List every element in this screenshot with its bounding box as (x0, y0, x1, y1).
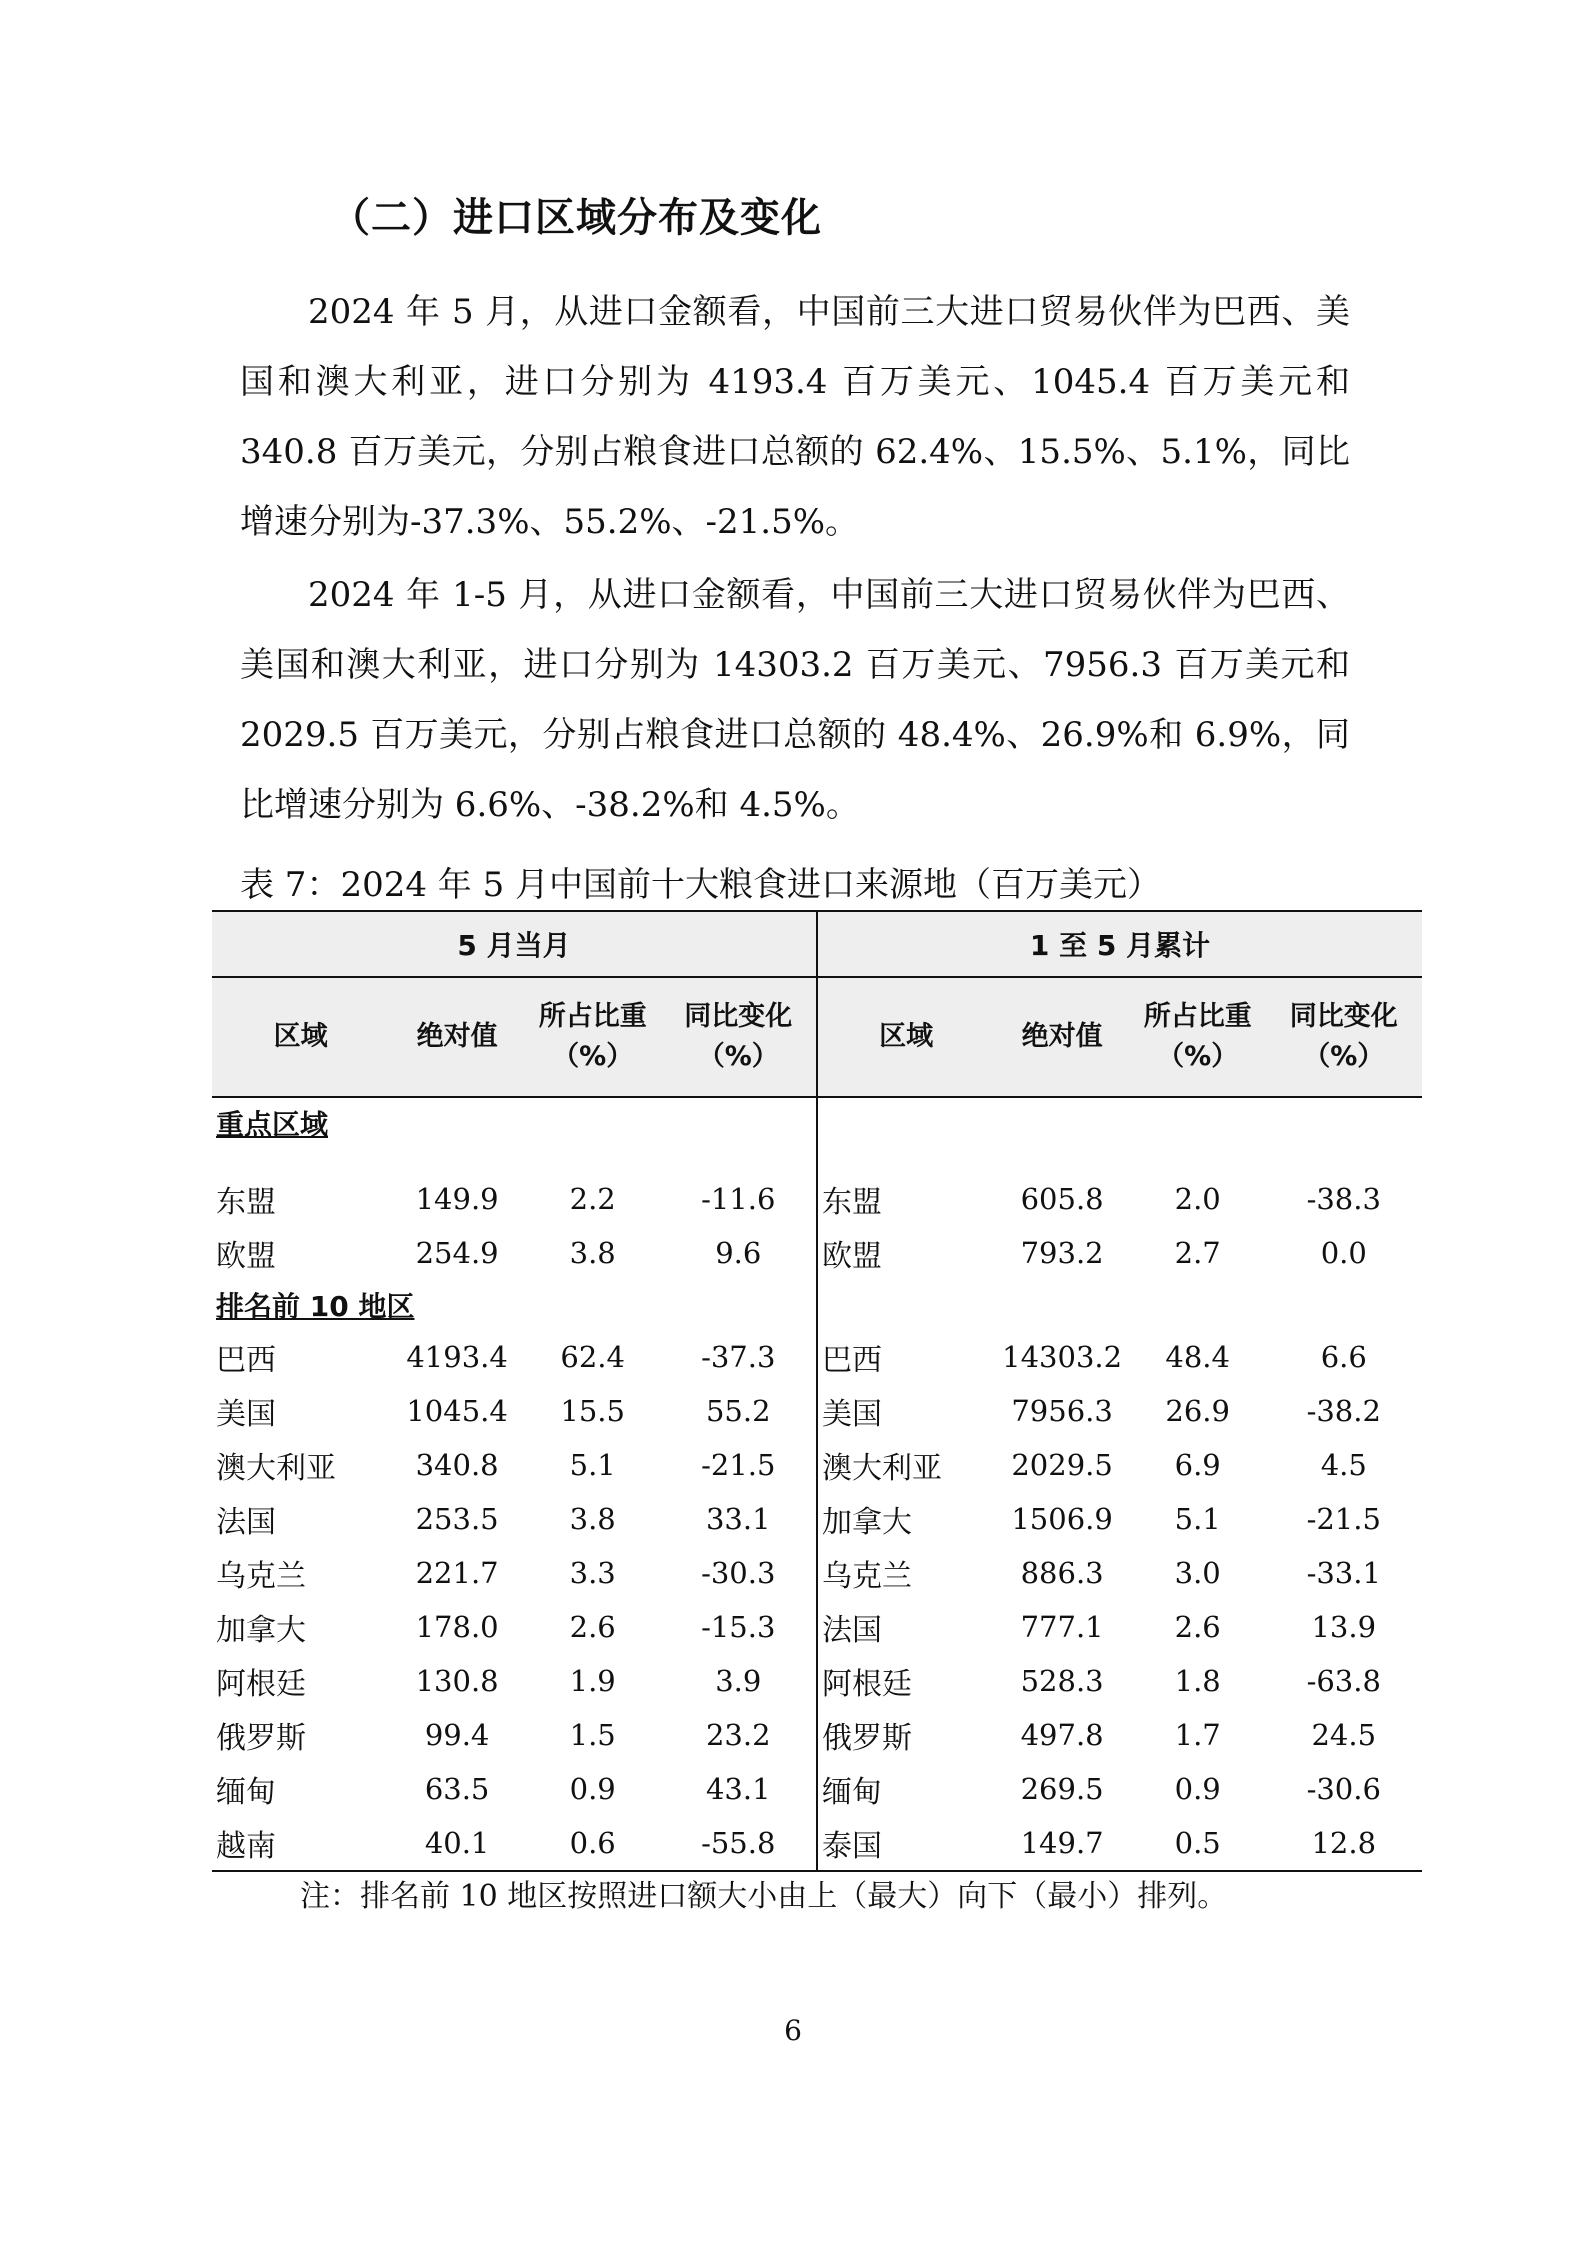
cell-region-cumulative: 加拿大 (822, 1505, 912, 1540)
cell-yoy-cumulative: 0.0 (1320, 1236, 1367, 1270)
cell-share-cumulative: 6.9 (1174, 1448, 1221, 1482)
col-header-yoy-l2: （%） (697, 1041, 779, 1072)
import-sources-table (212, 910, 1422, 1872)
cell-absolute-cumulative: 528.3 (1020, 1664, 1104, 1698)
table-note: 注：排名前 10 地区按照进口额大小由上（最大）向下（最小）排列。 (300, 1879, 1228, 1914)
cell-share-monthly: 3.3 (569, 1556, 616, 1590)
table-caption: 表 7：2024 年 5 月中国前十大粮食进口来源地（百万美元） (240, 865, 1162, 905)
cell-yoy-monthly: 9.6 (661, 1226, 818, 1280)
col-header-yoy-cum (1266, 977, 1423, 1097)
col-header-share-l2: （%） (552, 1041, 634, 1072)
group-header-cumulative: 1 至 5 月累计 (817, 911, 1422, 977)
cell-yoy-cumulative: -38.3 (1306, 1182, 1381, 1216)
section-label-top10: 排名前 10 地区 (212, 1280, 817, 1330)
cell-share-monthly: 62.4 (560, 1340, 625, 1374)
cell-share-monthly: 2.6 (569, 1610, 616, 1644)
col-header-region-cum: 区域 (817, 977, 994, 1097)
cell-share-cumulative: 1.7 (1174, 1718, 1221, 1752)
cell-yoy-cumulative: 13.9 (1311, 1610, 1377, 1644)
cell-region-monthly: 澳大利亚 (216, 1451, 336, 1486)
col-header-share (525, 977, 661, 1097)
cell-share-monthly: 0.9 (569, 1772, 616, 1806)
cell-share-monthly: 3.8 (569, 1502, 616, 1536)
section-heading: （二）进口区域分布及变化 (330, 195, 822, 241)
table-row (212, 1492, 1422, 1546)
cell-region-monthly: 欧盟 (216, 1239, 276, 1274)
col-header-absolute-cum: 绝对值 (994, 977, 1130, 1097)
paragraph-monthly (240, 277, 1350, 557)
cell-share-cumulative: 2.0 (1174, 1182, 1221, 1216)
cell-region-cumulative: 泰国 (817, 1816, 994, 1871)
cell-share-cumulative: 1.8 (1174, 1664, 1221, 1698)
cell-region-cumulative: 俄罗斯 (822, 1721, 912, 1756)
section-row-key (212, 1097, 1422, 1148)
section-row-top10 (212, 1280, 1422, 1330)
table-row (212, 1384, 1422, 1438)
cell-share-cumulative: 2.6 (1174, 1610, 1221, 1644)
cell-region-monthly: 阿根廷 (216, 1667, 306, 1702)
cell-region-cumulative: 法国 (822, 1613, 882, 1648)
cell-region-monthly: 加拿大 (216, 1613, 306, 1648)
cell-yoy-monthly: 33.1 (661, 1492, 818, 1546)
column-header-row (212, 977, 1422, 1097)
cell-share-cumulative: 2.7 (1174, 1236, 1221, 1270)
cell-region-cumulative: 缅甸 (822, 1775, 882, 1810)
cell-share-monthly: 1.9 (569, 1664, 616, 1698)
cell-absolute-monthly: 130.8 (415, 1664, 499, 1698)
cell-yoy-monthly: 23.2 (661, 1708, 818, 1762)
cell-region-monthly: 俄罗斯 (216, 1721, 306, 1756)
col-header-share-cum-l1: 所占比重 (1143, 1001, 1252, 1032)
cell-share-monthly: 2.2 (569, 1182, 616, 1216)
cell-absolute-monthly: 4193.4 (406, 1340, 508, 1374)
cell-share-cumulative: 0.9 (1174, 1772, 1221, 1806)
cell-yoy-cumulative: 24.5 (1311, 1718, 1377, 1752)
cell-share-cumulative: 48.4 (1165, 1340, 1230, 1374)
cell-absolute-monthly: 340.8 (415, 1448, 499, 1482)
cell-yoy-monthly: 43.1 (661, 1762, 818, 1816)
group-header-monthly: 5 月当月 (212, 911, 817, 977)
cell-region-cumulative: 巴西 (822, 1343, 882, 1378)
cell-absolute-monthly: 178.0 (415, 1610, 499, 1644)
table-row (212, 1438, 1422, 1492)
cell-absolute-cumulative: 14303.2 (1002, 1340, 1123, 1374)
paragraph-monthly-text: 2024 年 5 月，从进口金额看，中国前三大进口贸易伙伴为巴西、美国和澳大利亚，进口分别为 4193.4 百万美元、1045.4 百万美元和 340.8 百万美元，分别占粮食进口总额的 62.4%、15.5%、5.1%，同比增速分别为-37.3%、55.2%、-21.5%。 (240, 292, 1350, 542)
cell-share-cumulative: 0.5 (1130, 1816, 1266, 1871)
cell-region-cumulative: 阿根廷 (822, 1667, 912, 1702)
col-header-absolute: 绝对值 (389, 977, 525, 1097)
cell-share-monthly: 15.5 (560, 1394, 625, 1428)
table-row (212, 1816, 1422, 1871)
cell-absolute-monthly: 221.7 (415, 1556, 499, 1590)
table-row (212, 1172, 1422, 1226)
cell-yoy-cumulative: 4.5 (1320, 1448, 1367, 1482)
cell-region-monthly: 缅甸 (216, 1775, 276, 1810)
col-header-share-l1: 所占比重 (538, 1001, 647, 1032)
spacer-row (212, 1148, 1422, 1172)
table-row (212, 1708, 1422, 1762)
cell-absolute-cumulative: 1506.9 (1011, 1502, 1113, 1536)
paragraph-cumulative (240, 560, 1350, 840)
cell-yoy-monthly: -55.8 (661, 1816, 818, 1871)
col-header-share-cum-l2: （%） (1157, 1041, 1239, 1072)
cell-share-cumulative: 3.0 (1174, 1556, 1221, 1590)
cell-region-monthly: 越南 (212, 1816, 389, 1871)
cell-yoy-monthly: -21.5 (661, 1438, 818, 1492)
table-row (212, 1226, 1422, 1280)
table-row (212, 1330, 1422, 1384)
cell-yoy-cumulative: -63.8 (1306, 1664, 1381, 1698)
cell-absolute-monthly: 40.1 (389, 1816, 525, 1871)
section-label-key-regions: 重点区域 (212, 1097, 817, 1148)
cell-absolute-monthly: 1045.4 (406, 1394, 508, 1428)
cell-absolute-cumulative: 497.8 (1020, 1718, 1104, 1752)
cell-yoy-cumulative: -33.1 (1306, 1556, 1381, 1590)
cell-region-monthly: 法国 (216, 1505, 276, 1540)
cell-region-monthly: 乌克兰 (216, 1559, 306, 1594)
page-number: 6 (784, 2014, 802, 2047)
cell-yoy-monthly: -30.3 (661, 1546, 818, 1600)
cell-share-cumulative: 5.1 (1174, 1502, 1221, 1536)
cell-yoy-cumulative: -38.2 (1306, 1394, 1381, 1428)
table-row (212, 1762, 1422, 1816)
cell-share-monthly: 3.8 (569, 1236, 616, 1270)
cell-yoy-cumulative: -21.5 (1306, 1502, 1381, 1536)
cell-region-cumulative: 乌克兰 (822, 1559, 912, 1594)
cell-share-monthly: 5.1 (569, 1448, 616, 1482)
col-header-yoy (661, 977, 818, 1097)
col-header-yoy-cum-l1: 同比变化 (1289, 1001, 1398, 1032)
cell-yoy-cumulative: -30.6 (1306, 1772, 1381, 1806)
cell-share-monthly: 0.6 (525, 1816, 661, 1871)
cell-region-cumulative: 美国 (822, 1397, 882, 1432)
cell-share-cumulative: 26.9 (1165, 1394, 1230, 1428)
cell-yoy-monthly: -11.6 (661, 1172, 818, 1226)
cell-absolute-cumulative: 886.3 (1020, 1556, 1104, 1590)
col-header-yoy-cum-l2: （%） (1303, 1041, 1385, 1072)
col-header-share-cum (1130, 977, 1266, 1097)
cell-absolute-cumulative: 2029.5 (1011, 1448, 1113, 1482)
cell-yoy-cumulative: 6.6 (1320, 1340, 1367, 1374)
cell-absolute-monthly: 63.5 (424, 1772, 490, 1806)
cell-yoy-monthly: 3.9 (661, 1654, 818, 1708)
cell-absolute-monthly: 99.4 (424, 1718, 490, 1752)
cell-absolute-cumulative: 605.8 (1020, 1182, 1104, 1216)
cell-absolute-cumulative: 269.5 (1020, 1772, 1104, 1806)
cell-yoy-monthly: -15.3 (661, 1600, 818, 1654)
col-header-yoy-l1: 同比变化 (684, 1001, 793, 1032)
table-row (212, 1600, 1422, 1654)
cell-region-cumulative: 东盟 (822, 1185, 882, 1220)
cell-absolute-cumulative: 777.1 (1020, 1610, 1104, 1644)
cell-absolute-monthly: 254.9 (415, 1236, 499, 1270)
paragraph-cumulative-text: 2024 年 1-5 月，从进口金额看，中国前三大进口贸易伙伴为巴西、美国和澳大利亚，进口分别为 14303.2 百万美元、7956.3 百万美元和 2029.5 百万美元，分别占粮食进口总额的 48.4%、26.9%和 6.9%，同比增速分别为 6.6%、-38.2%和 4.5%。 (240, 575, 1350, 825)
group-header-row (212, 911, 1422, 977)
cell-yoy-monthly: 55.2 (661, 1384, 818, 1438)
cell-absolute-cumulative: 7956.3 (1011, 1394, 1113, 1428)
table-row (212, 1654, 1422, 1708)
cell-yoy-cumulative: 12.8 (1266, 1816, 1423, 1871)
col-header-region: 区域 (212, 977, 389, 1097)
cell-region-monthly: 东盟 (216, 1185, 276, 1220)
cell-region-monthly: 巴西 (216, 1343, 276, 1378)
cell-region-cumulative: 澳大利亚 (822, 1451, 942, 1486)
cell-yoy-monthly: -37.3 (661, 1330, 818, 1384)
cell-absolute-cumulative: 149.7 (994, 1816, 1130, 1871)
table-row (212, 1546, 1422, 1600)
cell-region-monthly: 美国 (216, 1397, 276, 1432)
cell-region-cumulative: 欧盟 (822, 1239, 882, 1274)
cell-absolute-cumulative: 793.2 (1020, 1236, 1104, 1270)
cell-absolute-monthly: 253.5 (415, 1502, 499, 1536)
cell-absolute-monthly: 149.9 (415, 1182, 499, 1216)
cell-share-monthly: 1.5 (569, 1718, 616, 1752)
